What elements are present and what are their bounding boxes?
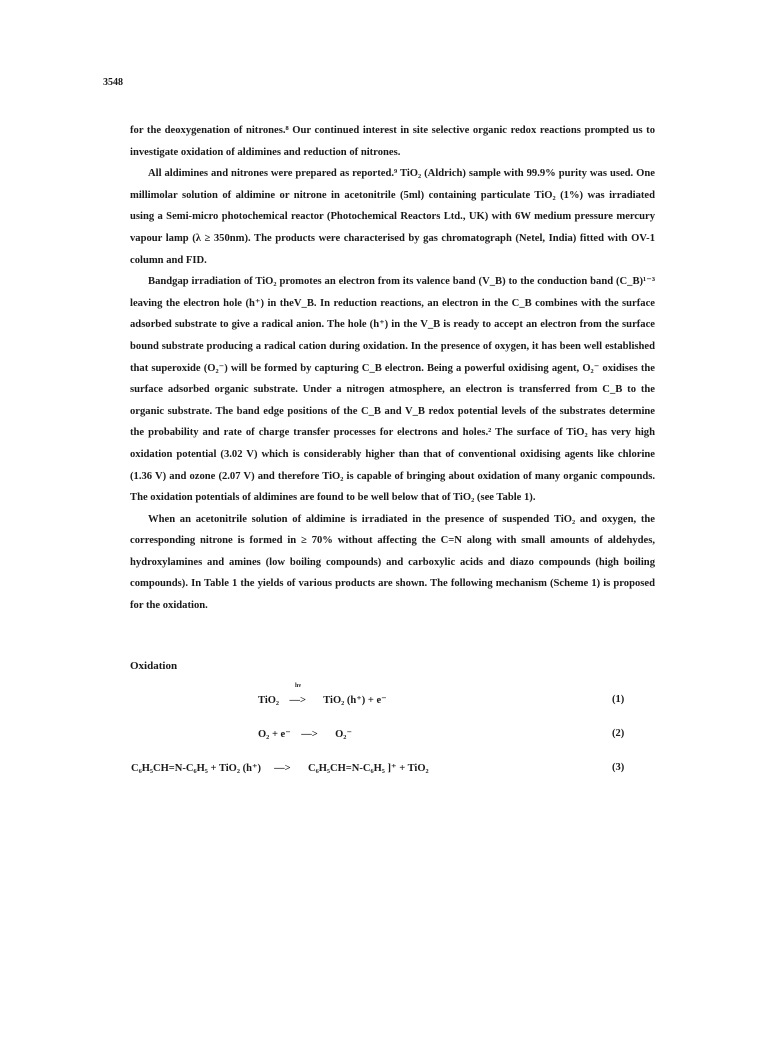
equation-2-arrow: —> [301,729,318,740]
equation-2-rhs: O₂⁻ [335,729,352,740]
paragraph-1: for the deoxygenation of nitrones.⁸ Our continued interest in site selective organic redox reactions prompted us to investigate oxidation of aldimines and reduction of nitrones. [130,125,655,158]
section-heading-oxidation: Oxidation [130,660,178,672]
paragraph-4: When an acetonitrile solution of aldimine is irradiated in the presence of suspended TiO₂ and oxygen, the corresponding nitrone is formed in ≥ 70% without affecting the C=N along with small amounts of aldehydes, hydroxylamines and amines (low boiling compounds) and carboxylic acids and diazo compounds (high boiling compounds). In Table 1 the yields of various products are shown. The following mechanism (Scheme 1) is proposed for the oxidation. [130,513,655,612]
equation-1 [258,694,387,706]
equation-1-hv-label: hν [295,683,302,689]
equation-1-rhs: TiO₂ (h⁺) + e⁻ [323,695,387,706]
equation-1-arrow: —> [289,695,307,706]
equation-3-number: (3) [612,762,625,773]
equation-3 [131,762,429,774]
page-number: 3548 [103,77,123,88]
equation-2-number: (2) [612,728,625,739]
equation-3-rhs: C₆H₅CH=N-C₆H₅ ]⁺ + TiO₂ [308,763,429,774]
equation-2-lhs: O₂ + e⁻ [258,729,291,740]
equation-3-lhs: C₆H₅CH=N-C₆H₅ + TiO₂ (h⁺) [131,763,261,774]
equation-3-arrow: —> [274,763,291,774]
equation-1-number: (1) [612,694,625,705]
equation-2 [258,728,352,740]
paragraph-3: Bandgap irradiation of TiO₂ promotes an electron from its valence band (V_B) to the conduction band (C_B)¹⁻³ leaving the electron hole (h⁺) in theV_B. In reduction reactions, an electron in the C_B combines with the surface adsorbed substrate to give a radical anion. The hole (h⁺) in the V_B is ready to accept an electron from the surface bound substrate producing a radical cation during oxidation. In the presence of oxygen, it has been well established that superoxide (O₂⁻) will be formed by capturing C_B electron. Being a powerful oxidising agent, O₂⁻ oxidises the surface adsorbed organic substrate. Under a nitrogen atmosphere, an electron is transferred from C_B to the organic substrate. The band edge positions of the C_B and V_B redox potential levels of the substrates determine the probability and rate of charge transfer processes for electrons and holes.² The surface of TiO₂ has very high oxidation potential (3.02 V) which is considerably higher than that of conventional oxidising agents like chlorine (1.36 V) and ozone (2.07 V) and therefore TiO₂ is capable of bringing about oxidation of many organic compounds. The oxidation potentials of aldimines are found to be well below that of TiO₂ (see Table 1). [130,276,655,504]
paragraph-2: All aldimines and nitrones were prepared as reported.⁹ TiO₂ (Aldrich) sample with 99.9% purity was used. One millimolar solution of aldimine or nitrone in acetonitrile (5ml) containing particulate TiO₂ (1%) was irradiated using a Semi-micro photochemical reactor (Photochemical Reactors Ltd., UK) with 6W medium pressure mercury vapour lamp (λ ≥ 350nm). The products were characterised by gas chromatograph (Netel, India) fitted with OV-1 column and FID. [130,168,655,266]
body-text [130,120,655,617]
equation-1-lhs: TiO₂ [258,695,280,706]
